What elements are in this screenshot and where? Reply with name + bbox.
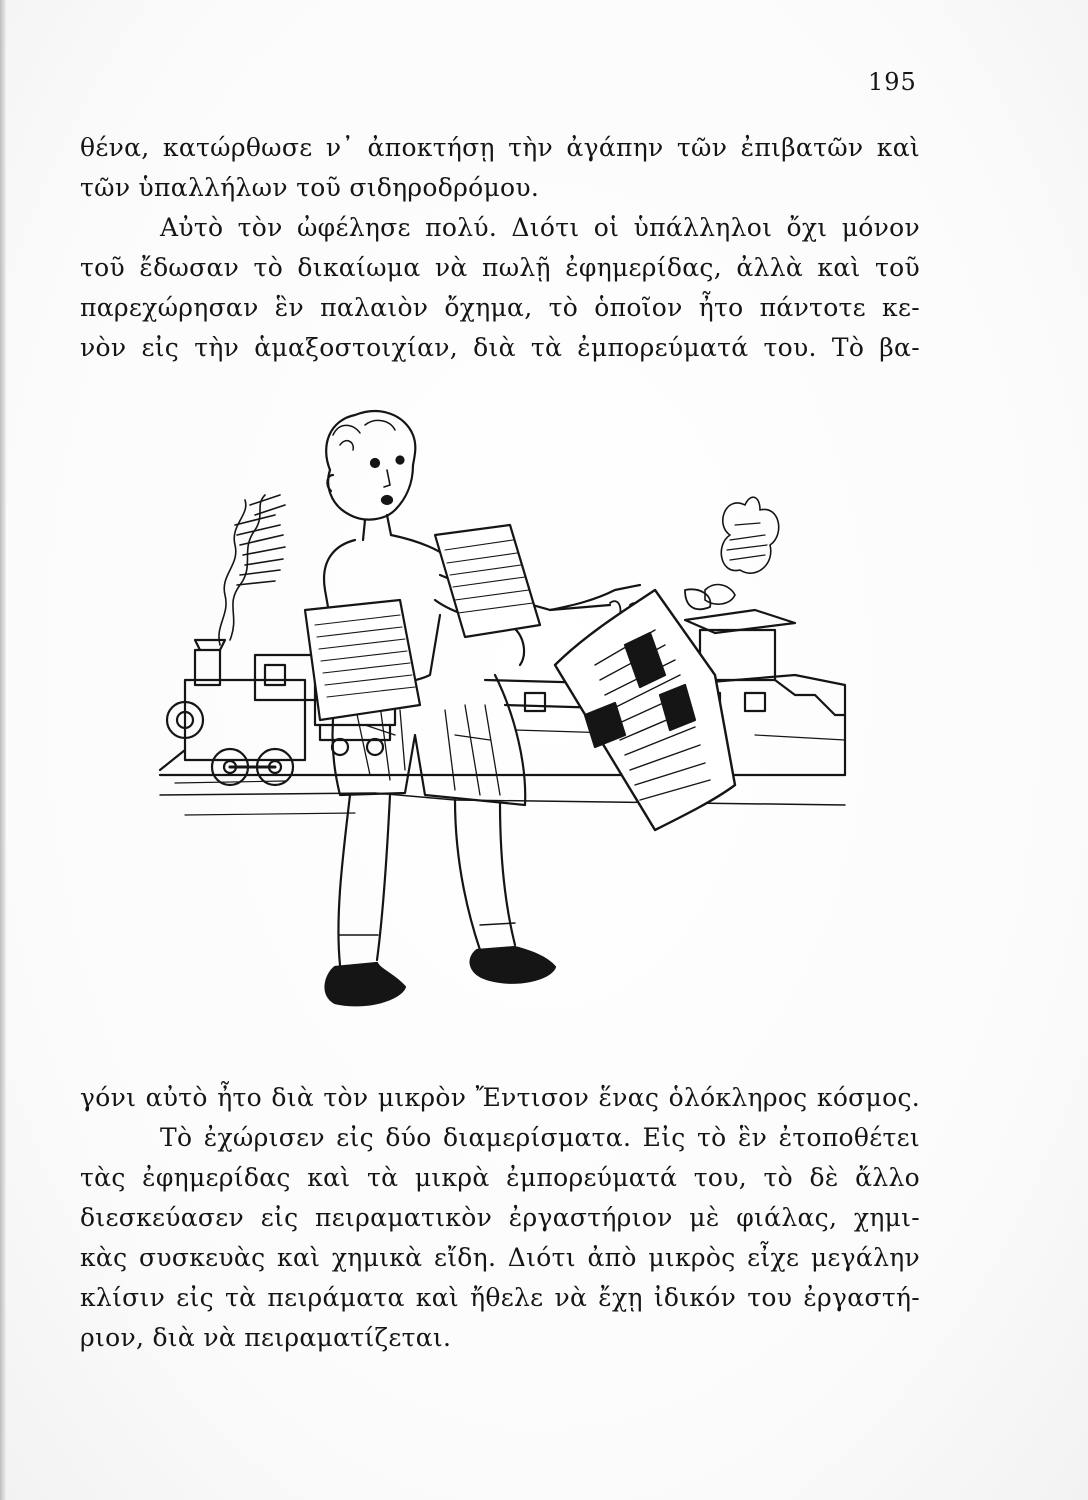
- text-line: τὰς ἐφημερίδας καὶ τὰ μικρὰ ἐμπορεύματά του, τὸ δὲ ἄλλο: [80, 1163, 920, 1192]
- page-number: 195: [868, 68, 917, 96]
- text-line: κὰς συσκευὰς καὶ χημικὰ εἴδη. Διότι ἀπὸ μικρὸς εἶχε μεγάλην: [80, 1243, 920, 1272]
- text-line: ριον, διὰ νὰ πειραματίζεται.: [80, 1323, 452, 1352]
- text-line: διεσκεύασεν εἰς πειραματικὸν ἐργαστήριον μὲ φιάλας, χημι-: [80, 1203, 920, 1232]
- text-line: τῶν ὑπαλλήλων τοῦ σιδηροδρόμου.: [80, 173, 540, 202]
- locomotive-drawing: [160, 640, 325, 785]
- illustration-boy-with-newspapers: [155, 375, 855, 1055]
- smoke-drawing-right: [705, 497, 779, 604]
- top-paragraph: [80, 128, 920, 368]
- illustration-drawing: [155, 375, 855, 1055]
- text-line: νὸν εἰς τὴν ἁμαξοστοιχίαν, διὰ τὰ ἐμπορεύματά του. Τὸ βα-: [80, 333, 920, 362]
- text-line: παρεχώρησαν ἓν παλαιὸν ὄχημα, τὸ ὁποῖον ἦτο πάντοτε κε-: [80, 293, 920, 322]
- text-line: κλίσιν εἰς τὰ πειράματα καὶ ἤθελε νὰ ἔχῃ ἰδικόν του ἐργαστή-: [80, 1283, 920, 1312]
- text-line: θένα, κατώρθωσε ν᾽ ἀποκτήσῃ τὴν ἀγάπην τῶν ἐπιβατῶν καὶ: [80, 133, 920, 162]
- text-line: Αὐτὸ τὸν ὠφέλησε πολύ. Διότι οἱ ὑπάλληλοι ὄχι μόνον: [160, 213, 920, 242]
- page-binding-edge: [0, 0, 6, 1500]
- bottom-paragraph: [80, 1078, 920, 1358]
- text-line: γόνι αὐτὸ ἦτο διὰ τὸν μικρὸν Ἔντισον ἕνας ὁλόκληρος κόσμος.: [80, 1083, 920, 1112]
- text-line: τοῦ ἔδωσαν τὸ δικαίωμα νὰ πωλῇ ἐφημερίδας, ἀλλὰ καὶ τοῦ: [80, 253, 920, 282]
- newspaper-bundle-drawing: [305, 525, 540, 720]
- text-line: Τὸ ἐχώρισεν εἰς δύο διαμερίσματα. Εἰς τὸ ἓν ἐτοποθέτει: [160, 1123, 920, 1152]
- smoke-drawing: [219, 495, 285, 645]
- open-newspaper-drawing: [555, 590, 735, 830]
